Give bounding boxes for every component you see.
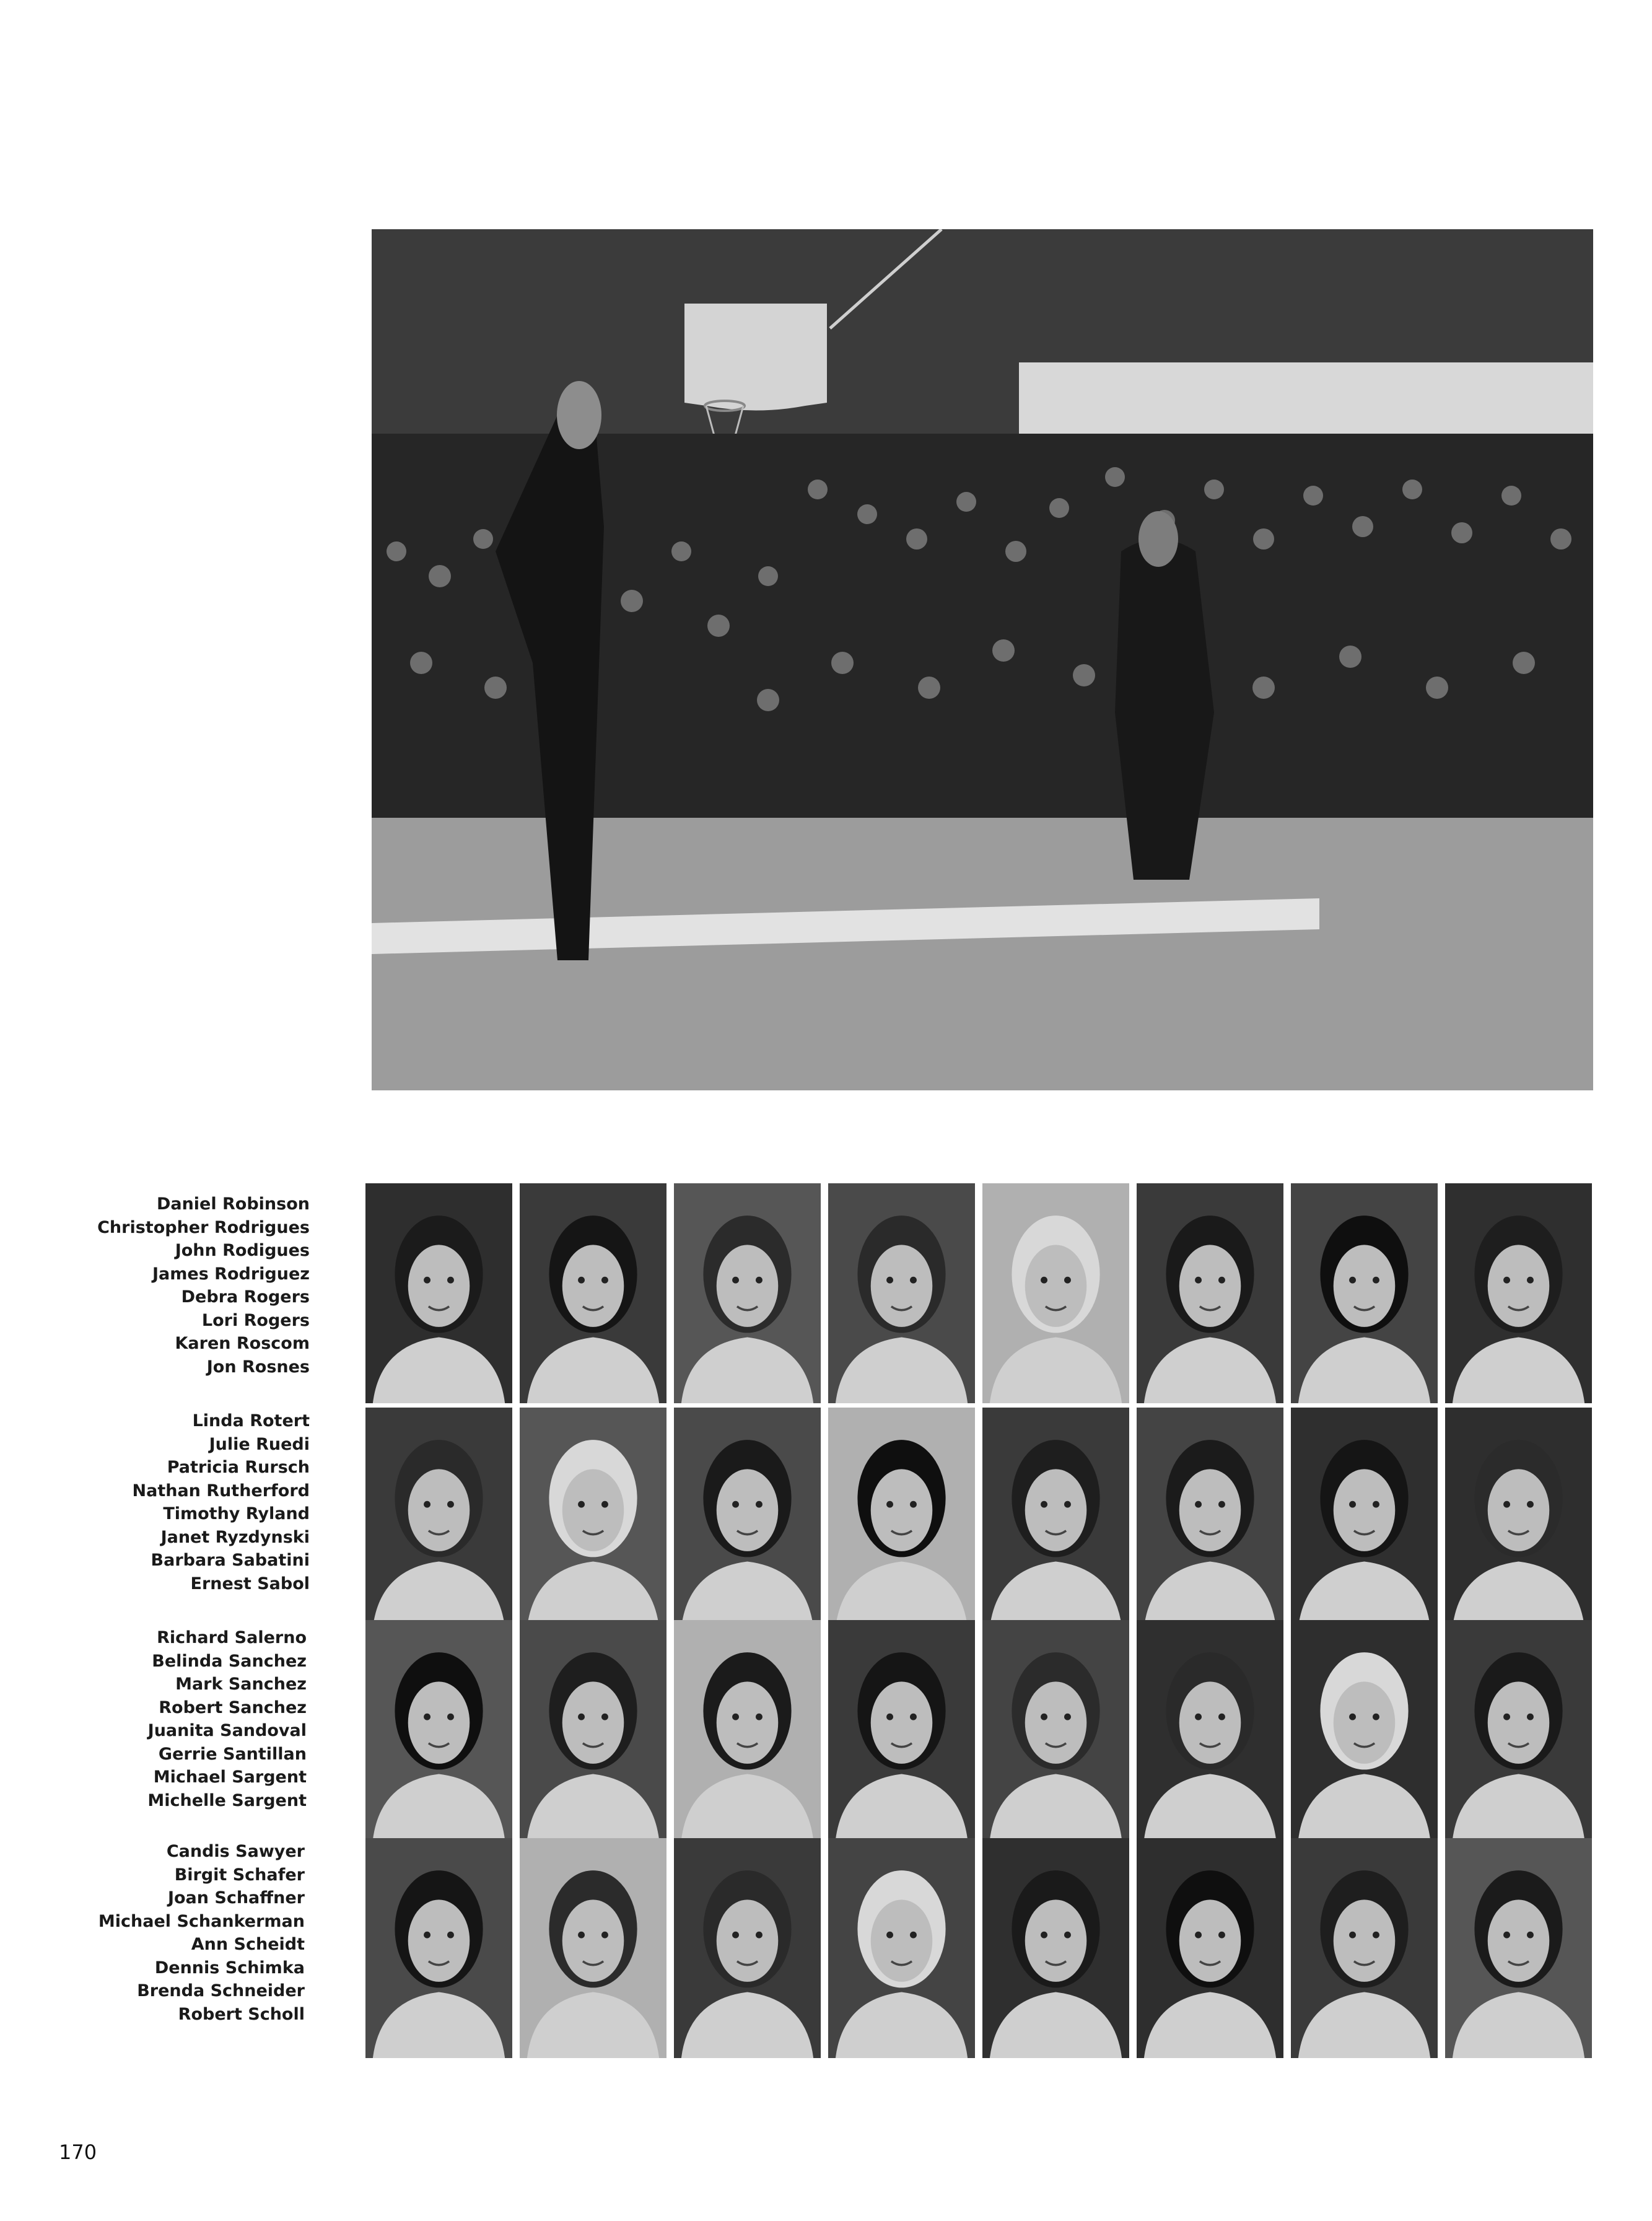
student-name: John Rodigues [175, 1241, 310, 1260]
student-name: Candis Sawyer [166, 1842, 305, 1861]
student-portrait [1137, 1183, 1283, 1403]
student-name: James Rodriguez [152, 1264, 310, 1284]
student-portrait [1445, 1838, 1592, 2058]
student-name: Barbara Sabatini [151, 1551, 310, 1570]
student-portrait [365, 1408, 512, 1627]
student-portrait [1137, 1408, 1283, 1627]
student-name: Mark Sanchez [175, 1675, 307, 1694]
student-portrait [1445, 1620, 1592, 1840]
student-name: Michelle Sargent [147, 1790, 307, 1810]
student-portrait [982, 1183, 1129, 1403]
gymnasium-scene [372, 229, 1593, 1090]
student-name: Jon Rosnes [206, 1357, 310, 1377]
student-name: Christopher Rodrigues [97, 1217, 310, 1237]
student-name: Daniel Robinson [156, 1194, 310, 1214]
student-portrait [1291, 1620, 1438, 1840]
student-portrait [674, 1620, 821, 1840]
student-name: Gerrie Santillan [158, 1744, 307, 1764]
student-portrait [1137, 1620, 1283, 1840]
student-portrait [365, 1838, 512, 2058]
student-portrait [520, 1620, 666, 1840]
portrait-row-1 [365, 1183, 1592, 1403]
portrait-row-4 [365, 1838, 1592, 2058]
student-portrait [1445, 1408, 1592, 1627]
names-row-4 [0, 1840, 305, 2026]
student-name: Lori Rogers [201, 1310, 310, 1330]
student-name: Birgit Schafer [174, 1865, 305, 1885]
student-name: Patricia Rursch [167, 1458, 310, 1477]
portrait-row-3 [365, 1620, 1592, 1840]
student-portrait [982, 1838, 1129, 2058]
student-portrait [365, 1183, 512, 1403]
student-portrait [674, 1408, 821, 1627]
student-name: Ernest Sabol [190, 1574, 310, 1593]
student-name: Dennis Schimka [154, 1958, 305, 1978]
student-portrait [520, 1838, 666, 2058]
student-portrait [520, 1408, 666, 1627]
student-name: Karen Roscom [175, 1334, 310, 1353]
student-portrait [828, 1408, 975, 1627]
student-name: Michael Sargent [153, 1768, 307, 1787]
student-name: Linda Rotert [192, 1411, 310, 1430]
student-portrait [828, 1620, 975, 1840]
student-portrait [1291, 1838, 1438, 2058]
student-name: Juanita Sandoval [147, 1721, 307, 1740]
student-name: Robert Scholl [178, 2004, 305, 2024]
student-name: Michael Schankerman [98, 1911, 305, 1931]
student-portrait [674, 1183, 821, 1403]
student-name: Belinda Sanchez [152, 1651, 307, 1671]
student-portrait [520, 1183, 666, 1403]
student-name: Robert Sanchez [159, 1698, 307, 1717]
student-portrait [674, 1838, 821, 2058]
student-name: Brenda Schneider [137, 1981, 305, 2000]
student-portrait [828, 1183, 975, 1403]
student-name: Joan Schaffner [167, 1888, 305, 1908]
names-row-2 [0, 1409, 310, 1595]
student-portrait [982, 1620, 1129, 1840]
student-name: Janet Ryzdynski [160, 1527, 310, 1547]
student-portrait [1291, 1183, 1438, 1403]
portrait-row-2 [365, 1408, 1592, 1627]
student-portrait [828, 1838, 975, 2058]
student-name: Nathan Rutherford [132, 1481, 310, 1500]
page-number: 170 [59, 2140, 97, 2164]
student-portrait [1137, 1838, 1283, 2058]
student-portrait [1291, 1408, 1438, 1627]
names-row-3 [0, 1626, 307, 1812]
student-name: Ann Scheidt [191, 1935, 305, 1954]
student-portrait [365, 1620, 512, 1840]
gymnasium-photo [372, 229, 1593, 1090]
student-name: Timothy Ryland [163, 1504, 310, 1523]
student-portrait [1445, 1183, 1592, 1403]
student-name: Julie Ruedi [209, 1434, 310, 1454]
student-portrait [982, 1408, 1129, 1627]
student-name: Debra Rogers [181, 1287, 310, 1307]
names-row-1 [0, 1193, 310, 1378]
student-name: Richard Salerno [157, 1628, 307, 1647]
